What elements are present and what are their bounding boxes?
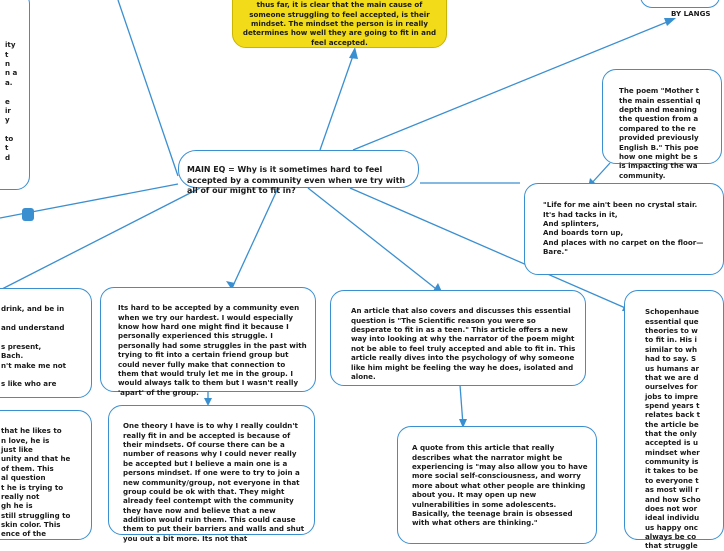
poem-quote-text: "Life for me ain't been no crystal stair. It's had tacks in it, And splinters, And boards torn up, And places with no carpet on the floor— Bare.": [543, 200, 704, 257]
mindset-theory-text: One theory I have is to why I really couldn't really fit in and be accepted is because of their mindsets. Of course there can be a number of reasons why I could never really be accepted but I believe a main one is a persons mindset. If one were to try to join a new community/group, not everyone in that group could be ok with that. They might already feel contempt with the community they have now and believe that a new addition would ruin them. This could cause them to put their barriers and walls and shut you out a bit more. Its not that: [123, 421, 305, 543]
personal-experience-node[interactable]: [100, 287, 316, 397]
schopenhauer-node[interactable]: [624, 290, 724, 551]
personal-experience-text: Its hard to be accepted by a community even when we try our hardest. I would especially know how hard one might find it because I personally experienced this struggle. I personally had some struggles in the past with trying to fit into a certain friend group but could never fully make that connection to them that would truly let me in the group. I would always talk to them but I wasn't really 'apart' of the group.: [118, 303, 307, 397]
left-top-fragments: ity t n n a a. e ir y to t d: [5, 40, 18, 162]
mindset-theory-node[interactable]: [108, 405, 315, 543]
schopenhauer-text: Schopenhaue essential que theories to w to fit in. His i similar to wh had to say. S us humans ar that we are d ourselves for jobs to impre spend years t relates back t the article be that the only accepted is u mindset wher community is it takes to be to everyone t as most will r and how Scho does not wor ideal individu us happy onc always be co that struggle: [645, 307, 701, 551]
collapse-handle-icon[interactable]: [22, 208, 34, 221]
article-quote-text: A quote from this article that really describes what the narrator might be experiencing is "may also allow you to have more social self-consciousness, and worry more about what other people are thinking about you. It may open up new vulnerabilities in some adolescents. Basically, the teenage brain is obsessed with what others are thinking.": [412, 443, 588, 528]
main-cause-summary-node[interactable]: [232, 0, 447, 48]
left-middle-node[interactable]: [0, 288, 92, 398]
left-bottom-node[interactable]: [0, 410, 92, 540]
main-essential-question-text: MAIN EQ = Why is it sometimes hard to feel accepted by a community even when we try with all of our might to fit in?: [187, 165, 406, 196]
main-cause-summary-text: thus far, it is clear that the main cause of someone struggling to feel accepted, is their mindset. The mindset the person is in really determines how well they are going to fit in and feel accepted.: [242, 0, 437, 47]
left-top-node[interactable]: [0, 0, 30, 190]
top-right-node[interactable]: [640, 0, 720, 19]
poem-quote-node[interactable]: [524, 183, 724, 275]
scientific-article-text: An article that also covers and discusses this essential question is "The Scientific reason you were so desperate to fit in as a teen." This article offers a new way into looking at why the narrator of the poem might not be able to feel truly accepted and able to fit in. This article really dives into the psychology of why someone like him might be feeling the way he does, isolated and alone.: [351, 306, 576, 381]
article-quote-node[interactable]: [397, 426, 597, 544]
mother-to-son-poem-node[interactable]: [602, 69, 722, 180]
left-bottom-text: that he likes to n love, he is just like unity and that he of them. This al question t he is trying to really not gh he is still struggling to skin color. This ence of the: [1, 426, 71, 539]
scientific-article-node[interactable]: [330, 290, 586, 386]
main-essential-question-node[interactable]: [178, 150, 419, 196]
top-right-label: BY LANGS: [671, 9, 711, 19]
mother-to-son-poem-text: The poem "Mother t the main essential q depth and meaning the question from a compared to the re provided previously English B." This poe how one might be s is impacting the wa community.: [619, 86, 701, 180]
left-middle-text: drink, and be in and understand s present, Bach. n't make me not s like who are: [1, 304, 67, 389]
